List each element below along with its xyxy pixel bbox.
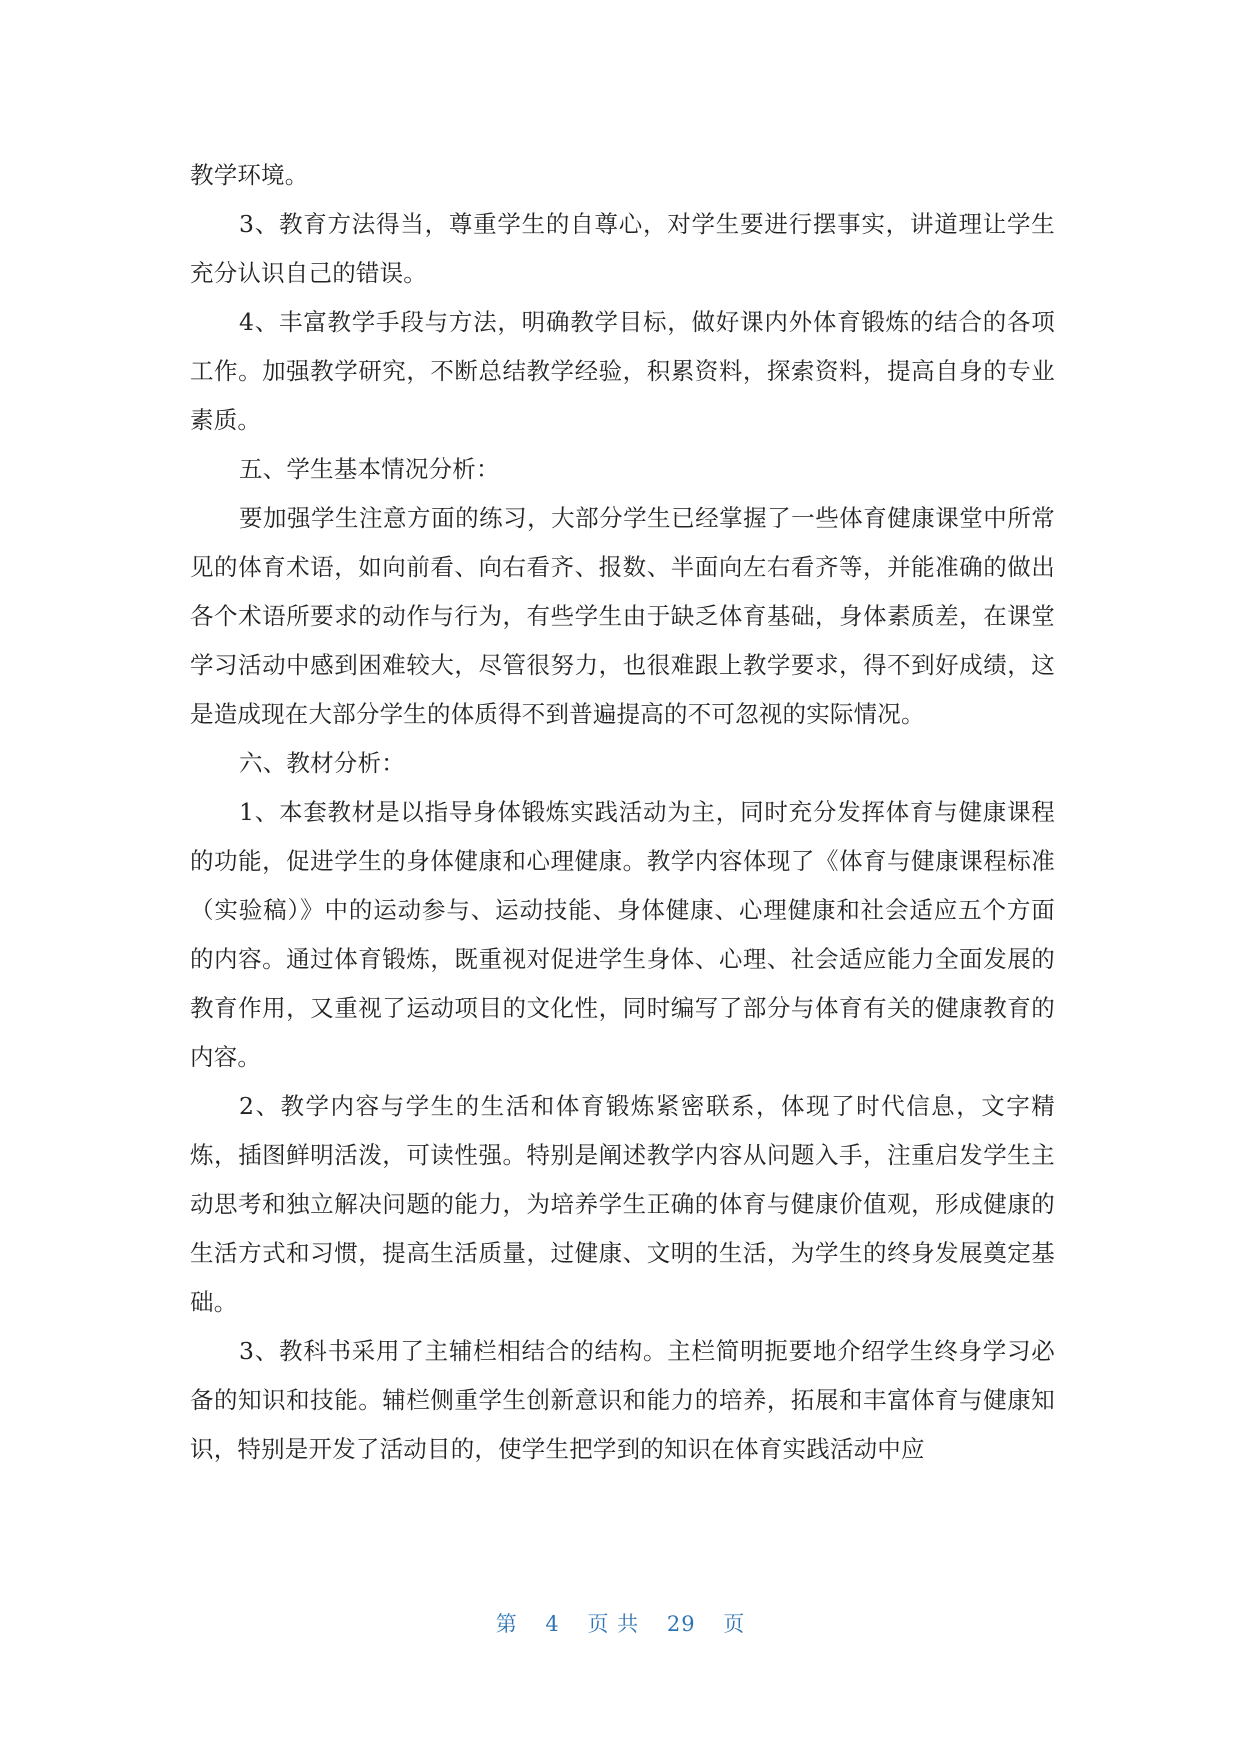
document-body [190,151,1055,1474]
total-pages-number: 29 [666,1612,696,1636]
paragraph-2: 4、丰富教学手段与方法，明确教学目标，做好课内外体育锻炼的结合的各项工作。加强教学研究，不断总结教学经验，积累资料，探索资料，提高自身的专业素质。 [190,308,1055,434]
section-heading-5: 五、学生基本情况分析： [239,455,500,483]
paragraph-0: 教学环境。 [190,161,309,189]
section-heading-6: 六、教材分析： [239,749,405,777]
current-page-number: 4 [545,1612,560,1636]
page-footer [0,1608,1241,1638]
footer-prefix: 第 [495,1612,518,1636]
paragraph-4: 要加强学生注意方面的练习，大部分学生已经掌握了一些体育健康课堂中所常见的体育术语，如向前看、向右看齐、报数、半面向左右看齐等，并能准确的做出各个术语所要求的动作与行为，有些学生由于缺乏体育基础，身体素质差，在课堂学习活动中感到困难较大，尽管很努力，也很难跟上教学要求，得不到好成绩，这是造成现在大部分学生的体质得不到普遍提高的不可忽视的实际情况。 [190,504,1055,728]
paragraph-6: 1、本套教材是以指导身体锻炼实践活动为主，同时充分发挥体育与健康课程的功能，促进学生的身体健康和心理健康。教学内容体现了《体育与健康课程标准（实验稿）》中的运动参与、运动技能、身体健康、心理健康和社会适应五个方面的内容。通过体育锻炼，既重视对促进学生身体、心理、社会适应能力全面发展的教育作用，又重视了运动项目的文化性，同时编写了部分与体育有关的健康教育的内容。 [190,798,1055,1071]
footer-suffix: 页 [723,1612,746,1636]
paragraph-7: 2、教学内容与学生的生活和体育锻炼紧密联系，体现了时代信息，文字精炼，插图鲜明活泼，可读性强。特别是阐述教学内容从问题入手，注重启发学生主动思考和独立解决问题的能力，为培养学生正确的体育与健康价值观，形成健康的生活方式和习惯，提高生活质量，过健康、文明的生活，为学生的终身发展奠定基础。 [190,1092,1055,1316]
footer-middle: 页 共 [587,1612,640,1636]
paragraph-8: 3、教科书采用了主辅栏相结合的结构。主栏简明扼要地介绍学生终身学习必备的知识和技能。辅栏侧重学生创新意识和能力的培养，拓展和丰富体育与健康知识，特别是开发了活动目的，使学生把学到的知识在体育实践活动中应 [190,1337,1055,1463]
paragraph-1: 3、教育方法得当，尊重学生的自尊心，对学生要进行摆事实，讲道理让学生充分认识自己的错误。 [190,210,1055,287]
